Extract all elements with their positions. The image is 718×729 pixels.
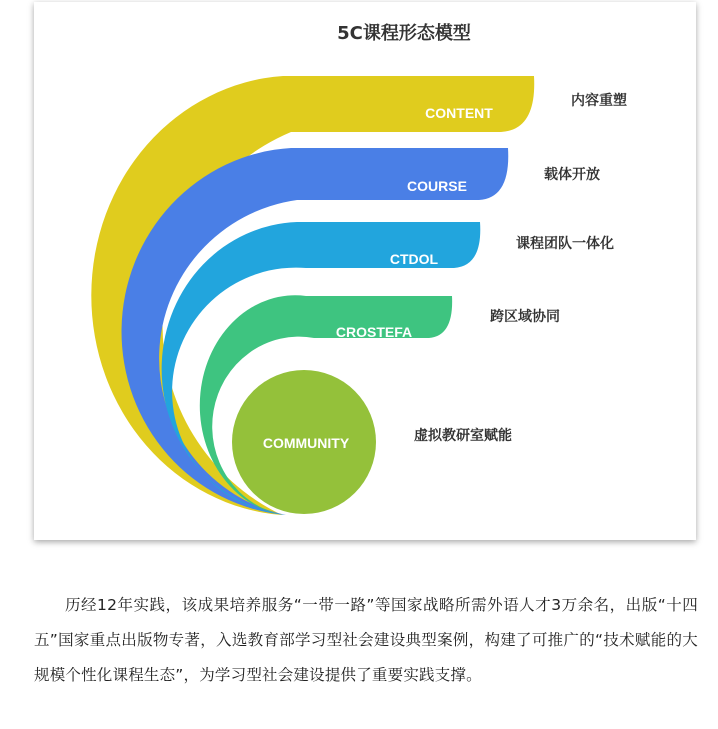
diagram-title: 5C课程形态模型 xyxy=(337,23,471,44)
layer-content-desc: 内容重塑 xyxy=(571,93,627,109)
layer-ctdol-label: CTDOL xyxy=(389,251,439,267)
layer-course-desc: 载体开放 xyxy=(544,167,600,183)
five-c-diagram xyxy=(34,2,696,540)
layer-content-label: CONTENT xyxy=(425,105,493,121)
model-figure xyxy=(34,2,696,540)
layer-crostefa-label: CROSTEFA xyxy=(335,324,413,340)
layer-community-desc: 虚拟教研室赋能 xyxy=(414,428,512,444)
layer-crostefa-desc: 跨区域协同 xyxy=(490,309,560,325)
layer-ctdol-desc: 课程团队一体化 xyxy=(516,236,614,252)
layer-course-label: COURSE xyxy=(407,178,467,194)
layer-community-label: COMMUNITY xyxy=(262,435,350,451)
article-paragraph: 历经12年实践，该成果培养服务“一带一路”等国家战略所需外语人才3万余名，出版“十四五”国家重点出版物专著，入选教育部学习型社会建设典型案例，构建了可推广的“技术赋能的大规模个性化课程生态”，为学习型社会建设提供了重要实践支撑。 xyxy=(34,595,698,684)
